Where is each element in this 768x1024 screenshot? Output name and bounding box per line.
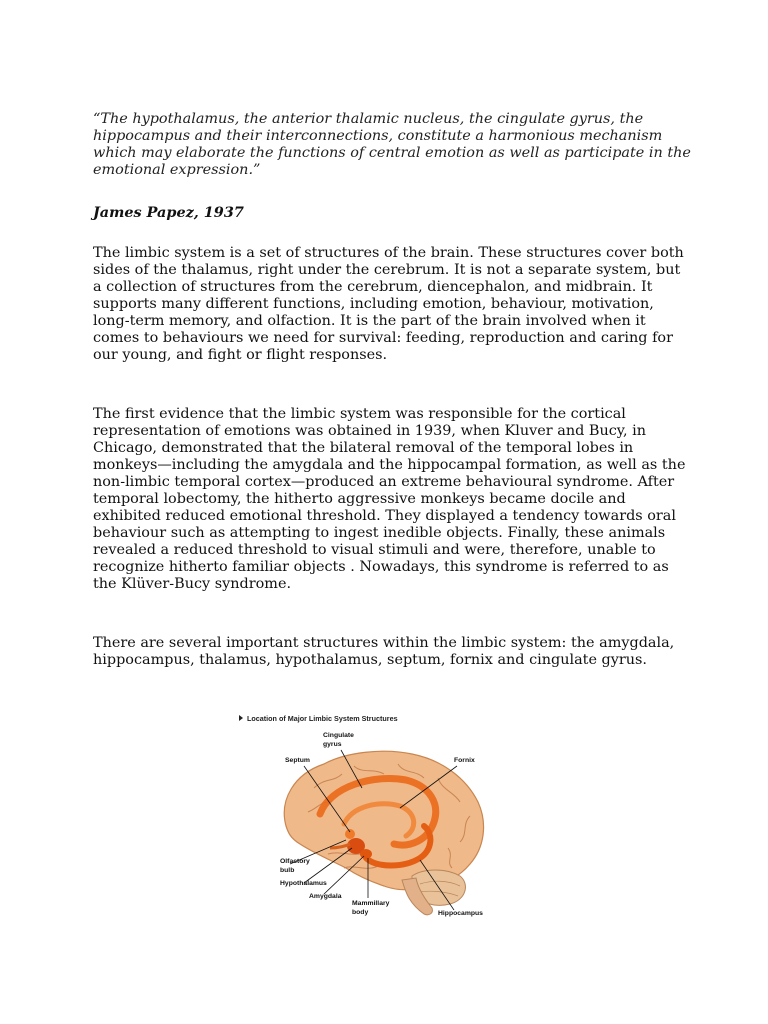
title-arrow-icon (239, 715, 243, 721)
label-hypothalamus: Hypothalamus (280, 880, 327, 887)
label-cingulate-gyrus-line1: Cingulate (323, 732, 354, 739)
label-olfactory-bulb-line1: Olfactory (280, 858, 310, 865)
brain-drawing (284, 751, 483, 915)
paragraph-kluver-bucy: The first evidence that the limbic system was responsible for the cortical representation of emotions was obtained in 1939, when Kluver and Bucy, in Chicago, demonstrated that the bilateral removal of the temporal lobes in monkeys—including the amygdala and the hippocampal formation, as well as the non-limbic temporal cortex—produced an extreme behavioural syndrome. After temporal lobectomy, the hitherto aggressive monkeys became docile and exhibited reduced emotional threshold. They displayed a tendency towards oral behaviour such as attempting to ingest inedible objects. Finally, these animals revealed a reduced threshold to visual stimuli and were, therefore, unable to recognize hitherto familiar objects . Nowadays, this syndrome is referred to as the Klüver-Bucy syndrome. (93, 406, 686, 592)
label-mammillary-body-line2: body (352, 909, 369, 916)
label-fornix: Fornix (454, 757, 475, 764)
figure-title: Location of Major Limbic System Structures (247, 714, 398, 723)
label-olfactory-bulb-line2: bulb (280, 867, 295, 874)
label-amygdala: Amygdala (309, 893, 342, 900)
opening-quote: “The hypothalamus, the anterior thalamic nucleus, the cingulate gyrus, the hippocampus and their interconnections, constitute a harmonious mechanism which may elaborate the functions of central emotion as well as participate in the emotional expression.” (93, 111, 691, 178)
brain-illustration (234, 708, 496, 922)
label-mammillary-body-line1: Mammillary (352, 900, 390, 907)
limbic-system-figure (234, 708, 496, 922)
label-septum: Septum (285, 757, 310, 764)
label-cingulate-gyrus-line2: gyrus (323, 741, 342, 748)
cerebrum-shape (284, 751, 483, 890)
label-hippocampus: Hippocampus (438, 910, 483, 917)
amygdala-shape (360, 849, 372, 859)
paragraph-limbic-overview: The limbic system is a set of structures of the brain. These structures cover both sides of the thalamus, right under the cerebrum. It is not a separate system, but a collection of structures from the cerebrum, diencephalon, and midbrain. It supports many different functions, including emotion, behaviour, motivation, long-term memory, and olfaction. It is the part of the brain involved when it comes to behaviours we need for survival: feeding, reproduction and caring for our young, and fight or flight responses. (93, 245, 684, 363)
quote-attribution: James Papez, 1937 (93, 204, 244, 221)
paragraph-limbic-structures: There are several important structures within the limbic system: the amygdala, hippocampus, thalamus, hypothalamus, septum, fornix and cingulate gyrus. (93, 635, 675, 668)
septum-shape (345, 829, 355, 839)
